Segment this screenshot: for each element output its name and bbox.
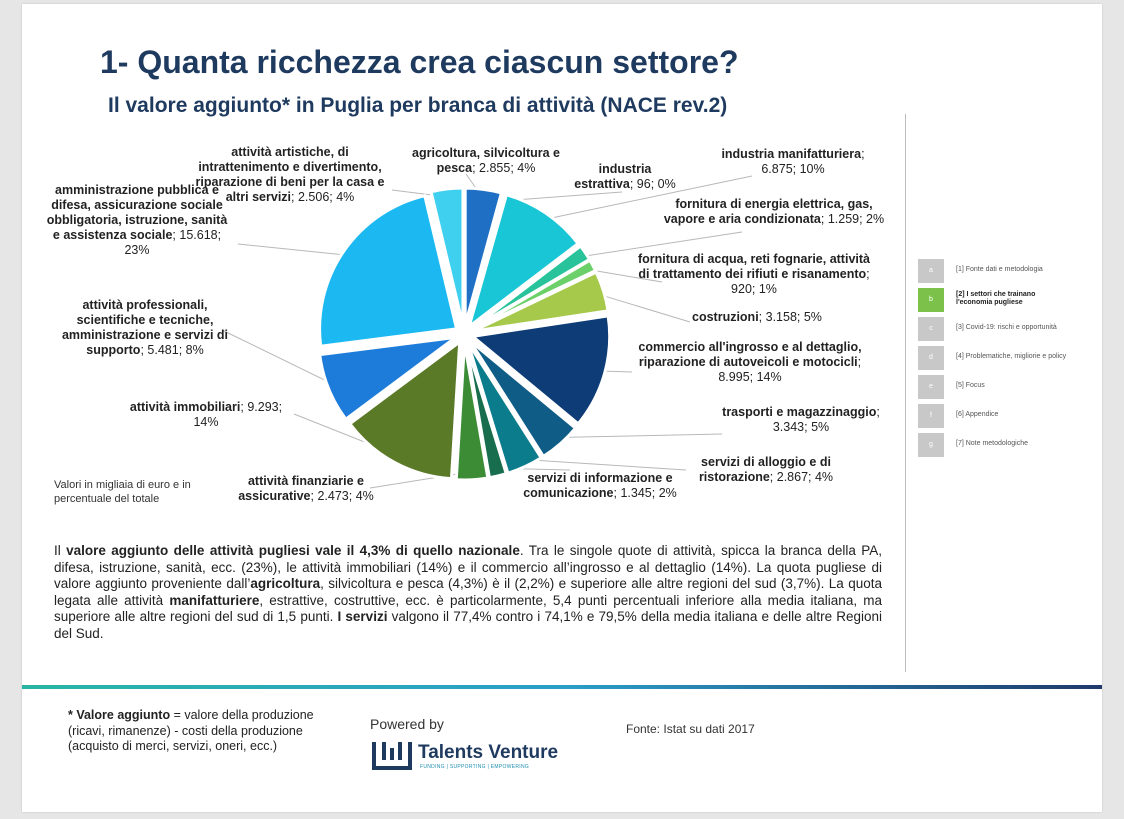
- label-professionali: attività professionali, scientifiche e tecniche, amministrazione e servizi di supporto; 5.481; 8%: [61, 298, 229, 357]
- sidebar-item-fonte-dati[interactable]: [918, 259, 1078, 283]
- sidebar-item-label: [2] I settori che trainano l'economia pugliese: [956, 291, 1036, 306]
- label-costruzioni: costruzioni; 3.158; 5%: [692, 310, 822, 324]
- label-commercio: commercio all'ingrosso e al dettaglio, riparazione di autoveicoli e motocicli; 8.995; 14%: [638, 340, 862, 384]
- footer-separator: [22, 685, 1102, 689]
- sidebar-item-letter: g: [918, 433, 944, 457]
- leader-line: [238, 244, 350, 256]
- leader-line: [522, 459, 686, 470]
- brand-name: Talents Venture: [418, 742, 559, 763]
- sidebar-item-letter: e: [918, 375, 944, 399]
- label-pubblica-amministrazione: amministrazione pubblica e difesa, assicurazione sociale obbligatoria, istruzione, sanità e assistenza sociale; 15.618; 23%: [46, 183, 228, 257]
- sidebar-item-problematiche[interactable]: [918, 346, 1078, 370]
- sidebar-item-letter: d: [918, 346, 944, 370]
- label-finanziarie: attività finanziarie e assicurative; 2.473; 4%: [238, 474, 374, 503]
- footnote: * Valore aggiunto = valore della produzione (ricavi, rimanenze) - costi della produzione (acquisto di merci, servizi, oneri, ecc.): [68, 708, 314, 753]
- source-note: Fonte: Istat su dati 2017: [626, 722, 755, 736]
- chart-subtitle: Il valore aggiunto* in Puglia per branca di attività (NACE rev.2): [108, 94, 728, 117]
- label-manifatturiera: industria manifatturiera; 6.875; 10%: [721, 147, 865, 176]
- slide: [22, 4, 1102, 812]
- brand-tagline: FUNDING | SUPPORTING | EMPOWERING: [420, 764, 530, 770]
- sidebar-divider: [905, 114, 906, 672]
- leader-line: [555, 434, 722, 438]
- label-acqua: fornitura di acqua, reti fognarie, attività di trattamento dei rifiuti e risanamento; 920; 1%: [638, 252, 870, 296]
- sidebar-item-letter: b: [918, 288, 944, 312]
- leader-line: [596, 293, 690, 322]
- label-informazione: servizi di informazione e comunicazione; 1.345; 2%: [523, 471, 677, 500]
- label-artistiche: attività artistiche, di intrattenimento e divertimento, riparazione di beni per la casa e altri servizi; 2.506; 4%: [195, 145, 385, 204]
- sidebar-item-appendice[interactable]: [918, 404, 1078, 428]
- label-alloggio: servizi di alloggio e di ristorazione; 2.867; 4%: [698, 455, 834, 484]
- label-energia: fornitura di energia elettrica, gas, vapore e aria condizionata; 1.259; 2%: [663, 197, 885, 226]
- commentary: Il valore aggiunto delle attività pugliesi vale il 4,3% di quello nazionale. Tra le singole quote di attività, spicca la branca della PA, difesa, istruzione, sanità, ecc. (23%), le attività immobiliari (14%) e il commercio all’ingrosso e al dettaglio (14%). La quota pugliese di valore aggiunto proveniente dall’agricoltura, silvicoltura e pesca (4,3%) è il (2,2%) e superiore alle altre regioni del sud (3,7%). La quota legata alle attività manifatturiere, estrattive, costruttive, ecc. è particolarmente, 5,4 punti percentuali inferiore alla media italiana, ma superiore alle altre regioni del sud di 1,5 punti. I servizi valgono il 77,4% contro i 74,1% e 79,5% della media italiana e delle altre Regioni del Sud.: [54, 543, 883, 641]
- pie-slices: [320, 188, 610, 480]
- sidebar-item-label: [3] Covid-19: rischi e opportunità: [956, 324, 1057, 331]
- units-note: Valori in migliaia di euro e in percentuale del totale: [54, 479, 191, 505]
- sidebar-item-label: [7] Note metodologiche: [956, 440, 1028, 447]
- sidebar-item-label: [1] Fonte dati e metodologia: [956, 266, 1043, 273]
- sidebar-item-label: [5] Focus: [956, 382, 985, 389]
- sidebar-item-letter: c: [918, 317, 944, 341]
- label-trasporti: trasporti e magazzinaggio; 3.343; 5%: [722, 405, 880, 434]
- page-title: 1- Quanta ricchezza crea ciascun settore?: [100, 44, 739, 80]
- sidebar-item-note[interactable]: [918, 433, 1078, 457]
- powered-by-label: Powered by: [370, 716, 444, 732]
- sidebar-item-label: [4] Problematiche, migliorie e policy: [956, 353, 1067, 360]
- sidebar-item-letter: f: [918, 404, 944, 428]
- label-immobiliari: attività immobiliari; 9.293; 14%: [129, 400, 283, 429]
- sidebar-item-settori[interactable]: [918, 288, 1078, 312]
- label-estrattiva: industria estrattiva; 96; 0%: [574, 162, 676, 191]
- sidebar-item-focus[interactable]: [918, 375, 1078, 399]
- label-agricoltura: agricoltura, silvicoltura e pesca; 2.855; 4%: [412, 146, 560, 175]
- sidebar-item-letter: a: [918, 259, 944, 283]
- sidebar-item-covid[interactable]: [918, 317, 1078, 341]
- sidebar-item-label: [6] Appendice: [956, 411, 999, 418]
